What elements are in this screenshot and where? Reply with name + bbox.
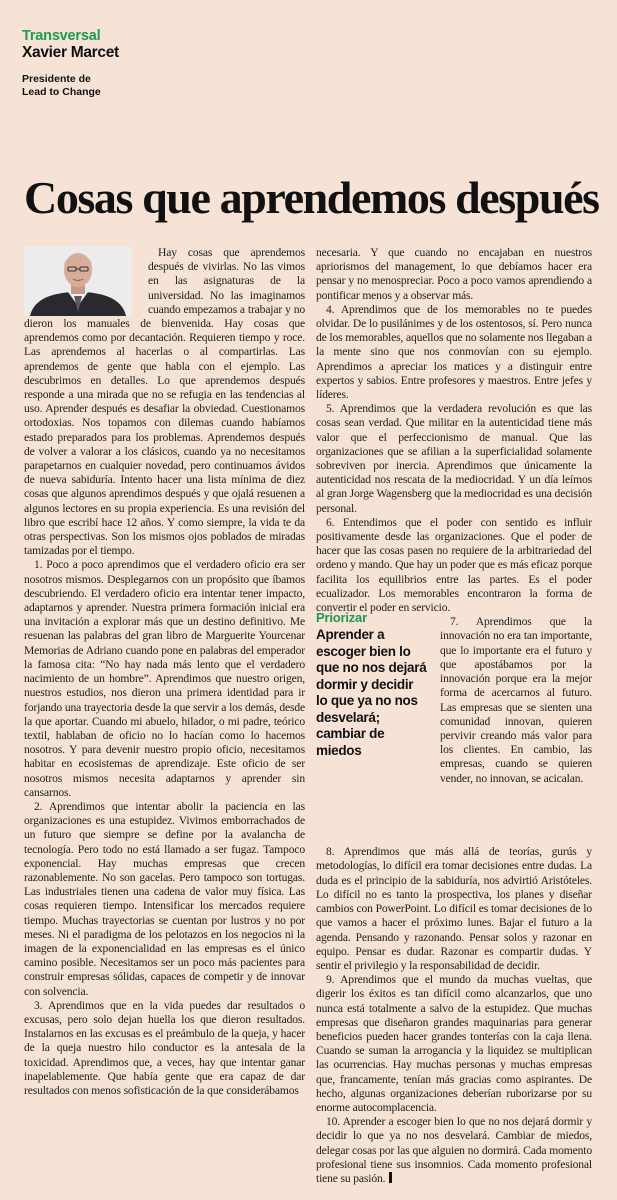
article-paragraph: 7. Aprendimos que la innovación no era tan importante, que lo importante era el futuro y que apostábamos por la innovación porque era la mejor forma de acercarnos al futuro. Las empresas que se sienten una comunidad innovan, quieren pervivir creando más valor para los clientes. En cambio, las empresas, cuando se quieren vender, no innovan, se acicalan. — [440, 615, 592, 785]
article-paragraph: necesaria. Y que cuando no encajaban en nuestros apriorismos del management, lo que debíamos hacer era pensar y no menospreciar. Poco a poco vamos aprendiendo a pontificar menos y a observar más. — [316, 246, 592, 302]
quote-spacer — [316, 619, 432, 845]
article-column-left — [24, 246, 305, 1098]
headline: Cosas que aprendemos después — [24, 172, 599, 223]
pull-quote-tag: Priorizar — [316, 610, 367, 625]
author-name: Xavier Marcet — [22, 44, 119, 61]
author-role-line-1: Presidente de — [22, 73, 91, 85]
article-paragraph: 4. Aprendimos que de los memorables no te puedes olvidar. De lo pusilánimes y de los ostentosos, sí. Pero nunca de los memorables, aquellos que no solamente nos llegaban a la mente sino que nos conmovían con su ejemplo. Aprendimos a apreciar los matices y a distinguir entre expertos y sabios. Entre profesores y maestros. Entre jefes y líderes. — [316, 302, 592, 402]
article-paragraph-last — [316, 1115, 592, 1186]
article-paragraph-last-text: 10. Aprender a escoger bien lo que no nos dejará dormir y decidir lo que ya no nos desvelará. Cambiar de miedos, delegar cosas por las que alguien no dormirá. Cada momento profesional tiene sus insomnios. Cada momento profesional tiene su pasión. — [316, 1115, 592, 1185]
author-role-line-2: Lead to Change — [22, 85, 101, 98]
article-paragraph: 3. Aprendimos que en la vida puedes dar resultados o excusas, pero solo dejan huella los que dieron resultados. Instalarnos en las excusas es el preámbulo de la queja, y hacer de la queja nuestro hilo conductor es la antesala de la toxicidad. Aprendimos que, a veces, hay que intentar ganar inapelablemente. Que había gente que era capaz de dar resultados con menos sofisticación de la que considerábamos — [24, 998, 305, 1097]
article-paragraph: 2. Aprendimos que intentar abolir la paciencia en las organizaciones es una estupidez. Vivimos emborrachados de un futuro que siempre se define por la avalancha de tecnología. Pero todo no está llamado a ser fugaz. Tampoco exponencial. Hay muchas empresas que crecen razonablemente. No son gacelas. Pero tampoco son tortugas. Las industriales tienen una cadena de valor muy física. Las cosas requieren tiempo. Intensificar los mercados requiere tiempo. Muchas trayectorias se cuentan por lustros y no por meses. Ni el paradigma de los pelotazos en los negocios ni la imagen de la exponencialidad en las empresas es el único camino posible. Necesitamos ser un poco más pacientes para construir empresas sólidas, capaces de competir y de innovar con solvencia. — [24, 799, 305, 998]
author-role — [22, 73, 119, 98]
end-mark-icon — [389, 1172, 392, 1183]
article-paragraph: 6. Entendimos que el poder con sentido es influir positivamente desde las organizaciones. Que el poder de hacer que las cosas pasen no requiere de la arbitrariedad del ordeno y mando. Que hay un poder que es más eficaz porque facilita los equilibrios entre las partes. Es el poder ecualizador. Los memorables encontraron la forma de convertir el poder en servicio. — [316, 515, 592, 615]
article-paragraph: 5. Aprendimos que la verdadera revolución es que las cosas sean verdad. Que militar en la autenticidad tiene más valor que el perfeccionismo de manual. Que las organizaciones que se afilian a la superficialidad solamente sobreviven por inercia. Aprendimos que únicamente la autenticidad nos rescata de la mediocridad. Y un día leímos al gran Jorge Wagensberg que la mediocridad es una decisión personal. — [316, 402, 592, 515]
pull-quote-text: Aprender a escoger bien lo que no nos dejará dormir y decidir lo que ya no nos desvelará; cambiar de miedos — [316, 627, 427, 758]
photo-spacer — [24, 246, 142, 316]
article-column-right — [316, 246, 592, 1186]
section-tag: Transversal — [22, 28, 101, 44]
article-paragraph: 9. Aprendimos que el mundo da muchas vueltas, que digerir los éxitos es tan difícil como alcanzarlos, que uno nunca está totalmente a salvo de la estupidez. Que muchas empresas que diseñaron grandes maquinarias para generar beneficios pueden hacer grandes tonterías con la caja llena. Cuando se suman la arrogancia y la liquidez se multiplican las ocurrencias. Hay muchas personas y muchas empresas que, francamente, tenían más gracias como aspirantes. De hecho, algunas organizaciones deberían ruborizarse por su enorme autocomplacencia. — [316, 973, 592, 1114]
article-paragraph: Hay cosas que aprendemos después de vivirlas. No las vimos en las asignaturas de la universidad. No las imaginamos cuando empezamos a trabajar y no dieron los manuales de bienvenida. Hay cosas que aprendemos como por decantación. Requieren tiempo y roce. Las aprendemos al hacerlas o al compartirlas. Las aprendemos de gente que habla con el ejemplo. Las descubrimos en detalles. Lo que aprendemos después responde a una mirada que no se refugia en las tendencias al uso. Aprender después es desafiar la obviedad. Cuestionamos ortodoxias. Nos topamos con dilemas cuando habíamos estado preparados para los problemas. Aprendemos después de volver a valorar a los clásicos, cuando ya no necesitamos parapetarnos en cualquier novedad, pero continuamos ávidos de nueva sabiduría. Intento hacer una lista mínima de diez cosas que algunos aprendimos después y que ojalá resuenen a algunos lectores en su propia experiencia. Es una revisión del libro que escribí hace 12 años. Y como siempre, la vida te da otras perspectivas. Son los mismos ojos poblados de miradas tamizadas por el tiempo. — [24, 246, 305, 558]
article-paragraph: 8. Aprendimos que más allá de teorías, gurús y metodologías, lo difícil era tomar decisiones entre dudas. La duda es el principio de la sabiduría, nos advirtió Aristóteles. Lo difícil no es tanto la prospectiva, los planes y diseñar cambios con PowerPoint. Lo difícil es tomar decisiones de lo que vamos a hacer el próximo lunes. Bajar el futuro a la agenda. Pensando y razonando. Pensar solos y razonar en equipo. Pensar es dudar. Razonar es compartir dudas. Y sentir el privilegio y la responsabilidad de decidir. — [316, 845, 592, 972]
byline-block — [22, 28, 119, 98]
article-paragraph: 1. Poco a poco aprendimos que el verdadero oficio era ser nosotros mismos. Desplegarnos con un propósito que íbamos descubriendo. El verdadero oficio era intentar tener impacto, adaptarnos y aprender. Nuestra primera formación inicial era una invitación a explorar más que un destino definitivo. Me resuenan las palabras del gran libro de Marguerite Yourcenar Memorias de Adriano cuando pone en palabras del emperador la famosa cita: “No hay nada más lento que el verdadero nacimiento de un hombre”. Aprendimos que nuestro origen, nuestros estudios, nos dieron una primera identidad para ir forjando una trayectoria desde la que servir a los demás, desde la que aportar. Cuando mi abuelo, hilador, o mi padre, teórico textil, hablaban de oficio no lo hacían como lo hacemos nosotros. Y para devenir nuestro propio oficio, necesitamos habitar en ecosistemas de aprendizaje. Este oficio de ser nosotros mismos necesita adaptarnos y aprender sin cansarnos. — [24, 558, 305, 799]
